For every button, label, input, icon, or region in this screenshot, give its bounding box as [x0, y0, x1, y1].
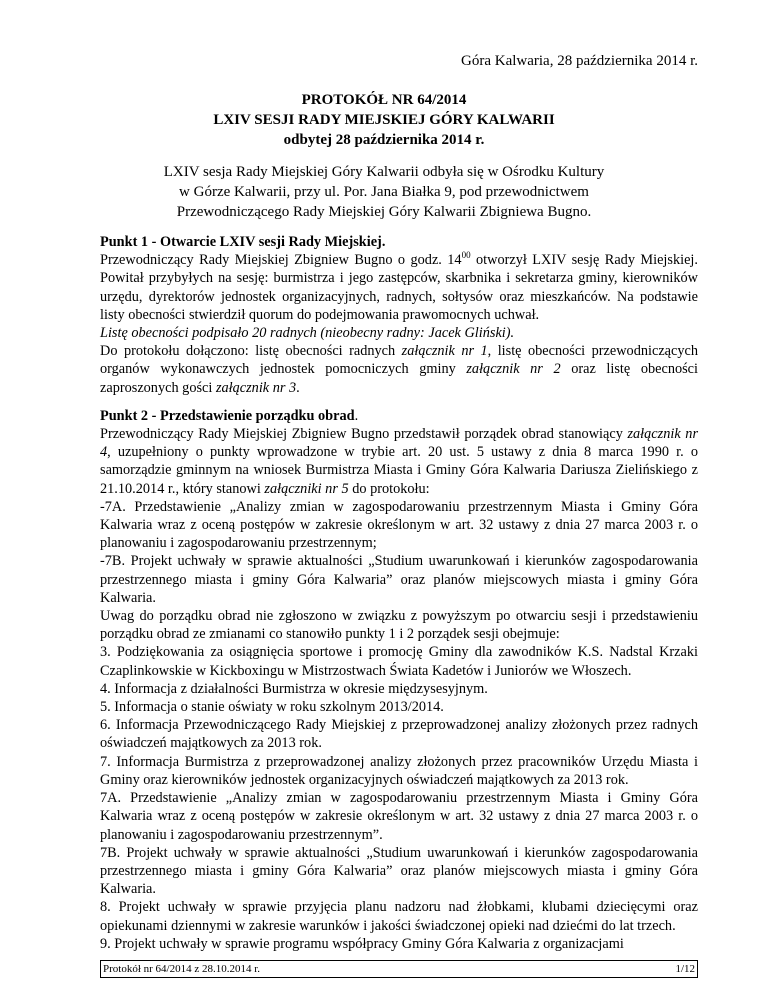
section-2-heading-text: Punkt 2 - Przedstawienie porządku obrad: [100, 407, 355, 424]
agenda-line: 3. Podziękowania za osiągnięcia sportowe i promocję Gminy dla zawodników K.S. Nadstal Krzaki Czaplinkowskie w Kickboxingu w Mistrzostwach Świata Kadetów i Juniorów we Włoszech.: [100, 644, 698, 679]
agenda-line: 8. Projekt uchwały w sprawie przyjęcia planu nadzoru nad żłobkami, klubami dziecięcymi oraz opiekunami dziennymi w zakresie warunków i jakości świadczonej opieki nad dziećmi do lat trzech.: [100, 899, 698, 934]
agenda-line: 7. Informacja Burmistrza z przeprowadzonej analizy złożonych przez pracowników Urzędu Miasta i Gminy oraz kierowników jednostek organizacyjnych oświadczeń majątkowych za 2013 rok.: [100, 753, 698, 788]
title-line-1: PROTOKÓŁ NR 64/2014: [301, 92, 467, 108]
attachments-paragraph: [100, 342, 698, 397]
attachment-ref-1: załącznik nr 1: [401, 343, 488, 360]
agenda-line: -7A. Przedstawienie „Analizy zmian w zagospodarowaniu przestrzennym Miasta i Gminy Góra Kalwaria wraz z oceną postępów w zakresie określonym w art. 32 ustawy z dnia 27 marca 2003 r. o planowaniu i zagospodarowaniu przestrzennym;: [100, 498, 698, 552]
section-2-heading-end: .: [354, 407, 359, 424]
agenda-line: 6. Informacja Przewodniczącego Rady Miejskiej z przeprowadzonej analizy złożonych przez radnych oświadczeń majątkowych za 2013 rok.: [100, 717, 698, 752]
attachment-ref-2: załącznik nr 2: [466, 361, 561, 378]
document-title: [0, 90, 768, 150]
title-line-2: LXIV SESJI RADY MIEJSKIEJ GÓRY KALWARII: [213, 112, 555, 128]
attach-text-1: Do protokołu dołączono: listę obecności radnych: [100, 343, 402, 360]
document-body: [100, 233, 698, 953]
intro-line-1: LXIV sesja Rady Miejskiej Góry Kalwarii odbyła się w Ośrodku Kultury: [163, 164, 605, 180]
agenda-intro: [100, 425, 698, 498]
opening-text: Przewodniczący Rady Miejskiej Zbigniew Bugno o godz. 14: [100, 252, 462, 269]
title-line-3: odbytej 28 października 2014 r.: [283, 132, 485, 148]
attachment-ref-4: załącznik nr 4: [100, 426, 699, 461]
attach-end: .: [296, 379, 300, 396]
intro-paragraph: [0, 162, 768, 222]
dateline: Góra Kalwaria, 28 października 2014 r.: [461, 53, 698, 69]
attachment-ref-3: załącznik nr 3: [215, 379, 297, 396]
intro-line-2: w Górze Kalwarii, przy ul. Por. Jana Białka 9, pod przewodnictwem: [179, 184, 589, 200]
page-footer: [100, 960, 698, 978]
section-2-heading: [100, 407, 698, 425]
agenda-line: 9. Projekt uchwały w sprawie programu współpracy Gminy Góra Kalwaria z organizacjami: [100, 935, 624, 952]
attach-text-3: oraz listę obecności zaproszonych gości: [100, 361, 698, 396]
section-1-opening: [100, 251, 698, 324]
section-1-heading: Punkt 1 - Otwarcie LXIV sesji Rady Miejskiej.: [100, 234, 386, 250]
page-number: 1/12: [675, 963, 695, 975]
agenda-line: -7B. Projekt uchwały w sprawie aktualności „Studium uwarunkowań i kierunków zagospodarowania przestrzennego miasta i gminy Góra Kalwaria” oraz planów miejscowych miasta i gminy Góra Kalwaria.: [100, 553, 698, 606]
agenda-line: Uwag do porządku obrad nie zgłoszono w związku z powyższym po otwarciu sesji i przedstawieniu porządku obrad ze zmianami co stanowiło punkty 1 i 2 porządek sesji obejmuje:: [100, 608, 698, 643]
agenda-line: 7B. Projekt uchwały w sprawie aktualności „Studium uwarunkowań i kierunków zagospodarowania przestrzennego miasta i gminy Góra Kalwaria” oraz planów miejscowych miasta i gminy Góra Kalwaria.: [100, 844, 698, 898]
attach-text-2: , listę obecności przewodniczących organów wykonawczych jednostek pomocniczych gminy: [100, 343, 698, 378]
agenda-intro-b: , uzupełniony o punkty wprowadzone w trybie art. 20 ust. 5 ustawy z dnia 8 marca 1990 r. o samorządzie gminnym na wniosek Burmistrza Miasta i Gminy Góra Kalwaria Dariusza Zielińskiego z 21.10.2014 r., który stanowi: [100, 444, 698, 497]
agenda-intro-a: Przewodniczący Rady Miejskiej Zbigniew Bugno przedstawił porządek obrad stanowiący: [100, 426, 628, 443]
opening-text-rest: otworzył LXIV sesję Rady Miejskiej. Powitał przybyłych na sesję: burmistrza i jego zastępców, skarbnika i sekretarza gminy, kierowników urzędu, dyrektorów jednostek organizacyjnych, radnych, sołtysów oraz mieszkańców. Na podstawie listy obecności stwierdził quorum do podejmowania prawomocnych uchwał.: [100, 252, 698, 323]
attendance-note: Listę obecności podpisało 20 radnych (nieobecny radny: Jacek Gliński).: [100, 325, 515, 342]
opening-time-sup: 00: [461, 250, 471, 261]
intro-line-3: Przewodniczącego Rady Miejskiej Góry Kalwarii Zbigniewa Bugno.: [176, 204, 592, 220]
agenda-line: 4. Informacja z działalności Burmistrza w okresie międzysesyjnym.: [100, 680, 488, 697]
agenda-intro-c: do protokołu:: [348, 480, 430, 497]
agenda-line: 7A. Przedstawienie „Analizy zmian w zagospodarowaniu przestrzennym Miasta i Gminy Góra Kalwaria wraz z oceną postępów w zakresie określonym w art. 32 ustawy z dnia 27 marca 2003 r. o planowaniu i zagospodarowaniu przestrzennym”.: [100, 790, 698, 843]
attachment-ref-5: załączniki nr 5: [264, 480, 349, 497]
agenda-line: 5. Informacja o stanie oświaty w roku szkolnym 2013/2014.: [100, 699, 444, 716]
footer-doc-ref: Protokół nr 64/2014 z 28.10.2014 r.: [103, 963, 261, 975]
